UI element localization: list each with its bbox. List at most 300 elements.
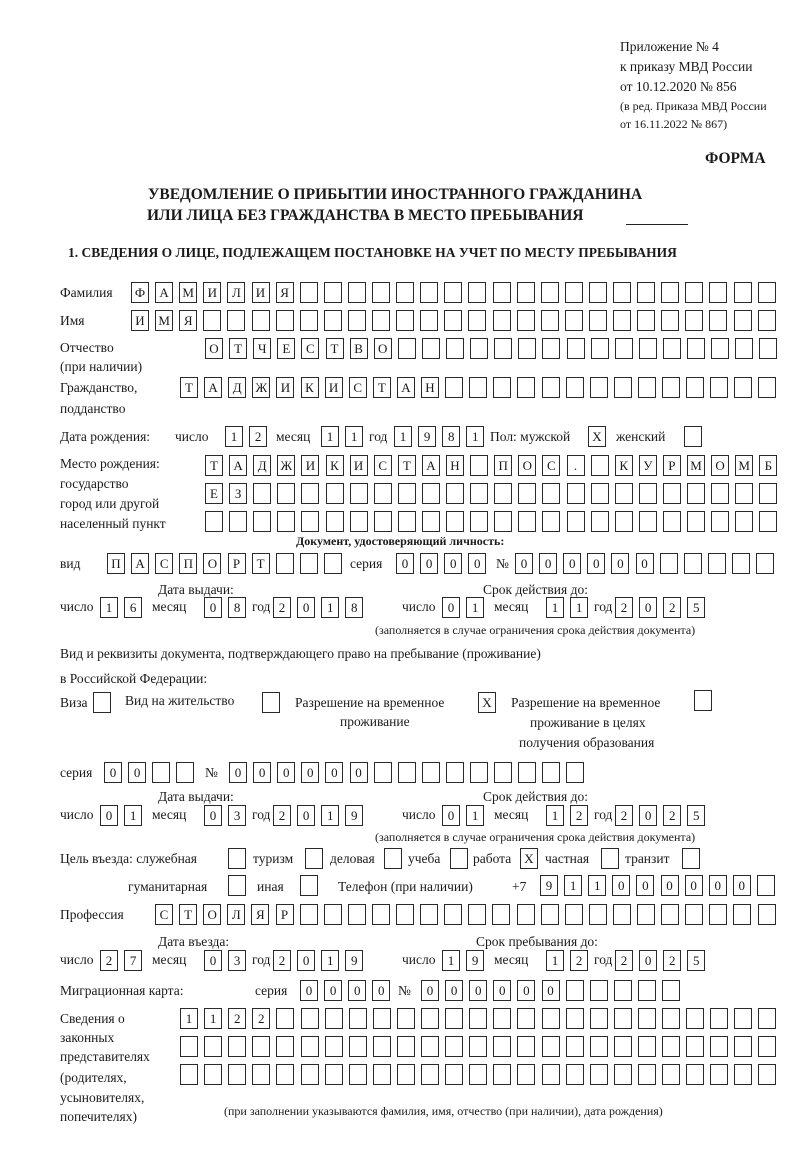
name-cell[interactable]: [420, 310, 438, 331]
issue-month-cell[interactable]: 8: [228, 597, 246, 618]
name-cell[interactable]: [348, 310, 366, 331]
birthplace-row-cell[interactable]: [663, 483, 681, 504]
representatives-row-cell[interactable]: [445, 1036, 463, 1057]
issue-year-cell[interactable]: 2: [273, 597, 291, 618]
entry-year-cell[interactable]: 1: [321, 950, 339, 971]
birthplace-row-cell[interactable]: Б: [759, 455, 777, 476]
purpose-humanitarian-checkbox-cell[interactable]: [228, 875, 246, 896]
migration-number-cell[interactable]: [638, 980, 656, 1001]
patronymic-cell[interactable]: С: [301, 338, 319, 359]
patronymic-cell[interactable]: [615, 338, 633, 359]
representatives-row-cell[interactable]: [758, 1036, 776, 1057]
entry-day-cell[interactable]: 7: [124, 950, 142, 971]
representatives-row-cell[interactable]: 2: [252, 1008, 270, 1029]
profession-cell[interactable]: О: [203, 904, 221, 925]
profession-cell[interactable]: [324, 904, 342, 925]
citizenship-cell[interactable]: С: [349, 377, 367, 398]
residence-number-cell[interactable]: [374, 762, 392, 783]
citizenship-cell[interactable]: [590, 377, 608, 398]
citizenship-cell[interactable]: И: [325, 377, 343, 398]
temp-residence-checkbox-cell[interactable]: X: [478, 692, 496, 713]
representatives-row-cell[interactable]: [421, 1008, 439, 1029]
profession-cell[interactable]: [685, 904, 703, 925]
visa-checkbox-cell[interactable]: [93, 692, 111, 713]
representatives-row-cell[interactable]: [710, 1008, 728, 1029]
patronymic-cell[interactable]: [591, 338, 609, 359]
citizenship-cell[interactable]: [638, 377, 656, 398]
citizenship-cell[interactable]: [445, 377, 463, 398]
name-cell[interactable]: [444, 310, 462, 331]
citizenship-cell[interactable]: А: [204, 377, 222, 398]
citizenship-cell[interactable]: [734, 377, 752, 398]
valid-month-cell[interactable]: 2: [570, 805, 588, 826]
representatives-row-cell[interactable]: [349, 1064, 367, 1085]
representatives-row-cell[interactable]: [590, 1064, 608, 1085]
residence-number-cell[interactable]: 0: [253, 762, 271, 783]
representatives-row-cell[interactable]: [493, 1036, 511, 1057]
residence-permit-checkbox-cell[interactable]: [262, 692, 280, 713]
doc-number-cell[interactable]: [660, 553, 678, 574]
birthplace-row-cell[interactable]: [735, 483, 753, 504]
migration-number-cell[interactable]: 0: [469, 980, 487, 1001]
representatives-row-cell[interactable]: [662, 1064, 680, 1085]
valid-day-cell[interactable]: 1: [466, 597, 484, 618]
citizenship-cell[interactable]: [710, 377, 728, 398]
birthplace-row-cell[interactable]: [350, 511, 368, 532]
birthplace-row-cell[interactable]: Т: [398, 455, 416, 476]
valid-year-cell[interactable]: 5: [687, 597, 705, 618]
representatives-row-cell[interactable]: [542, 1064, 560, 1085]
citizenship-cell[interactable]: [614, 377, 632, 398]
patronymic-cell[interactable]: В: [350, 338, 368, 359]
representatives-row-cell[interactable]: [590, 1008, 608, 1029]
phone-cell[interactable]: 0: [636, 875, 654, 896]
surname-cell[interactable]: [541, 282, 559, 303]
representatives-row-cell[interactable]: [373, 1064, 391, 1085]
representatives-row-cell[interactable]: [710, 1064, 728, 1085]
citizenship-cell[interactable]: [542, 377, 560, 398]
birthplace-row-cell[interactable]: З: [229, 483, 247, 504]
profession-cell[interactable]: [709, 904, 727, 925]
birthplace-row-cell[interactable]: [711, 511, 729, 532]
representatives-row-cell[interactable]: [397, 1036, 415, 1057]
valid-month-cell[interactable]: 1: [546, 597, 564, 618]
residence-number-cell[interactable]: [566, 762, 584, 783]
migration-number-cell[interactable]: 0: [542, 980, 560, 1001]
doc-number-cell[interactable]: 0: [539, 553, 557, 574]
valid-day-cell[interactable]: 1: [466, 805, 484, 826]
stay-place-blank[interactable]: [626, 224, 688, 225]
surname-cell[interactable]: [565, 282, 583, 303]
representatives-row-cell[interactable]: [325, 1064, 343, 1085]
name-cell[interactable]: [227, 310, 245, 331]
birthplace-row-cell[interactable]: Н: [446, 455, 464, 476]
birthplace-row-cell[interactable]: [542, 511, 560, 532]
representatives-row-cell[interactable]: [542, 1036, 560, 1057]
profession-cell[interactable]: Т: [179, 904, 197, 925]
doc-number-cell[interactable]: [684, 553, 702, 574]
patronymic-cell[interactable]: [494, 338, 512, 359]
representatives-row-cell[interactable]: [469, 1036, 487, 1057]
representatives-row-cell[interactable]: [325, 1008, 343, 1029]
birthplace-row-cell[interactable]: [229, 511, 247, 532]
residence-number-cell[interactable]: 0: [325, 762, 343, 783]
birthplace-row-cell[interactable]: [374, 511, 392, 532]
birthplace-row-cell[interactable]: [350, 483, 368, 504]
birthplace-row-cell[interactable]: [301, 483, 319, 504]
profession-cell[interactable]: Р: [276, 904, 294, 925]
birth-month-cell[interactable]: 1: [321, 426, 339, 447]
representatives-row-cell[interactable]: [276, 1064, 294, 1085]
surname-cell[interactable]: Л: [227, 282, 245, 303]
name-cell[interactable]: [396, 310, 414, 331]
profession-cell[interactable]: [733, 904, 751, 925]
representatives-row-cell[interactable]: [662, 1036, 680, 1057]
until-month-cell[interactable]: 1: [546, 950, 564, 971]
profession-cell[interactable]: [517, 904, 535, 925]
patronymic-cell[interactable]: [446, 338, 464, 359]
representatives-row-cell[interactable]: [469, 1008, 487, 1029]
issue-year-cell[interactable]: 8: [345, 597, 363, 618]
doc-number-cell[interactable]: 0: [515, 553, 533, 574]
profession-cell[interactable]: [637, 904, 655, 925]
profession-cell[interactable]: [541, 904, 559, 925]
birth-year-cell[interactable]: 8: [442, 426, 460, 447]
representatives-row-cell[interactable]: [276, 1008, 294, 1029]
name-cell[interactable]: [565, 310, 583, 331]
representatives-row-cell[interactable]: [614, 1064, 632, 1085]
name-cell[interactable]: [252, 310, 270, 331]
profession-cell[interactable]: [565, 904, 583, 925]
birth-day-cell[interactable]: 2: [249, 426, 267, 447]
name-cell[interactable]: И: [131, 310, 149, 331]
doc-number-cell[interactable]: [708, 553, 726, 574]
doc-type-cell[interactable]: С: [155, 553, 173, 574]
name-cell[interactable]: Я: [179, 310, 197, 331]
doc-series-cell[interactable]: 0: [396, 553, 414, 574]
birthplace-row-cell[interactable]: Д: [253, 455, 271, 476]
birthplace-row-cell[interactable]: [759, 511, 777, 532]
profession-cell[interactable]: Я: [251, 904, 269, 925]
doc-type-cell[interactable]: А: [131, 553, 149, 574]
representatives-row-cell[interactable]: [421, 1064, 439, 1085]
patronymic-cell[interactable]: [711, 338, 729, 359]
birthplace-row-cell[interactable]: [567, 483, 585, 504]
patronymic-cell[interactable]: [542, 338, 560, 359]
citizenship-cell[interactable]: [493, 377, 511, 398]
doc-type-cell[interactable]: Т: [252, 553, 270, 574]
citizenship-cell[interactable]: А: [397, 377, 415, 398]
surname-cell[interactable]: [734, 282, 752, 303]
representatives-row-cell[interactable]: [566, 1008, 584, 1029]
representatives-row-cell[interactable]: [493, 1064, 511, 1085]
birthplace-row-cell[interactable]: [591, 511, 609, 532]
migration-number-cell[interactable]: [566, 980, 584, 1001]
representatives-row-cell[interactable]: [638, 1064, 656, 1085]
doc-type-cell[interactable]: [276, 553, 294, 574]
patronymic-cell[interactable]: О: [205, 338, 223, 359]
valid-year-cell[interactable]: 0: [639, 597, 657, 618]
birthplace-row-cell[interactable]: М: [735, 455, 753, 476]
surname-cell[interactable]: [685, 282, 703, 303]
representatives-row-cell[interactable]: [566, 1064, 584, 1085]
representatives-row-cell[interactable]: [517, 1036, 535, 1057]
phone-cell[interactable]: 0: [685, 875, 703, 896]
representatives-row-cell[interactable]: [301, 1064, 319, 1085]
patronymic-cell[interactable]: [759, 338, 777, 359]
purpose-tourism-checkbox-cell[interactable]: [305, 848, 323, 869]
surname-cell[interactable]: [613, 282, 631, 303]
doc-type-cell[interactable]: О: [203, 553, 221, 574]
until-year-cell[interactable]: 2: [663, 950, 681, 971]
phone-cell[interactable]: 1: [564, 875, 582, 896]
profession-cell[interactable]: [661, 904, 679, 925]
representatives-row-cell[interactable]: [517, 1008, 535, 1029]
representatives-row-cell[interactable]: [758, 1064, 776, 1085]
birthplace-row-cell[interactable]: [711, 483, 729, 504]
valid-year-cell[interactable]: 2: [615, 597, 633, 618]
residence-number-cell[interactable]: [470, 762, 488, 783]
birthplace-row-cell[interactable]: Т: [205, 455, 223, 476]
representatives-row-cell[interactable]: [758, 1008, 776, 1029]
representatives-row-cell[interactable]: [686, 1064, 704, 1085]
birthplace-row-cell[interactable]: [301, 511, 319, 532]
representatives-row-cell[interactable]: [180, 1064, 198, 1085]
until-month-cell[interactable]: 2: [570, 950, 588, 971]
surname-cell[interactable]: И: [203, 282, 221, 303]
surname-cell[interactable]: М: [179, 282, 197, 303]
valid-year-cell[interactable]: 2: [663, 597, 681, 618]
surname-cell[interactable]: Ф: [131, 282, 149, 303]
surname-cell[interactable]: [444, 282, 462, 303]
phone-cell[interactable]: 0: [709, 875, 727, 896]
representatives-row-cell[interactable]: [638, 1008, 656, 1029]
name-cell[interactable]: [541, 310, 559, 331]
birthplace-row-cell[interactable]: [446, 511, 464, 532]
representatives-row-cell[interactable]: 1: [180, 1008, 198, 1029]
patronymic-cell[interactable]: [735, 338, 753, 359]
issue-day-cell[interactable]: 1: [124, 805, 142, 826]
name-cell[interactable]: [300, 310, 318, 331]
birthplace-row-cell[interactable]: [615, 483, 633, 504]
valid-day-cell[interactable]: 0: [442, 805, 460, 826]
residence-number-cell[interactable]: [542, 762, 560, 783]
residence-number-cell[interactable]: [446, 762, 464, 783]
issue-day-cell[interactable]: 1: [100, 597, 118, 618]
birthplace-row-cell[interactable]: [205, 511, 223, 532]
birthplace-row-cell[interactable]: [591, 455, 609, 476]
representatives-row-cell[interactable]: [301, 1036, 319, 1057]
issue-year-cell[interactable]: 0: [297, 805, 315, 826]
citizenship-cell[interactable]: Ж: [252, 377, 270, 398]
profession-cell[interactable]: [613, 904, 631, 925]
citizenship-cell[interactable]: [469, 377, 487, 398]
surname-cell[interactable]: [709, 282, 727, 303]
doc-number-cell[interactable]: [756, 553, 774, 574]
purpose-business-checkbox-cell[interactable]: [384, 848, 402, 869]
citizenship-cell[interactable]: Д: [228, 377, 246, 398]
name-cell[interactable]: [276, 310, 294, 331]
representatives-row-cell[interactable]: [734, 1064, 752, 1085]
entry-year-cell[interactable]: 0: [297, 950, 315, 971]
representatives-row-cell[interactable]: [301, 1008, 319, 1029]
birthplace-row-cell[interactable]: О: [711, 455, 729, 476]
purpose-private-checkbox-cell[interactable]: [601, 848, 619, 869]
citizenship-cell[interactable]: И: [276, 377, 294, 398]
residence-series-cell[interactable]: 0: [128, 762, 146, 783]
birth-month-cell[interactable]: 1: [345, 426, 363, 447]
birthplace-row-cell[interactable]: .: [567, 455, 585, 476]
representatives-row-cell[interactable]: 1: [204, 1008, 222, 1029]
name-cell[interactable]: [637, 310, 655, 331]
birthplace-row-cell[interactable]: [687, 511, 705, 532]
temp-residence-edu-checkbox-cell[interactable]: [694, 690, 712, 711]
representatives-row-cell[interactable]: [493, 1008, 511, 1029]
name-cell[interactable]: [468, 310, 486, 331]
patronymic-cell[interactable]: [663, 338, 681, 359]
representatives-row-cell[interactable]: [710, 1036, 728, 1057]
representatives-row-cell[interactable]: [397, 1064, 415, 1085]
surname-cell[interactable]: Я: [276, 282, 294, 303]
representatives-row-cell[interactable]: [686, 1008, 704, 1029]
doc-type-cell[interactable]: Р: [228, 553, 246, 574]
name-cell[interactable]: М: [155, 310, 173, 331]
residence-number-cell[interactable]: 0: [277, 762, 295, 783]
phone-cell[interactable]: 0: [612, 875, 630, 896]
representatives-row-cell[interactable]: [180, 1036, 198, 1057]
patronymic-cell[interactable]: [398, 338, 416, 359]
until-year-cell[interactable]: 0: [639, 950, 657, 971]
birthplace-row-cell[interactable]: [518, 483, 536, 504]
representatives-row-cell[interactable]: [349, 1008, 367, 1029]
migration-series-cell[interactable]: 0: [372, 980, 390, 1001]
valid-year-cell[interactable]: 5: [687, 805, 705, 826]
name-cell[interactable]: [613, 310, 631, 331]
birthplace-row-cell[interactable]: У: [639, 455, 657, 476]
representatives-row-cell[interactable]: 2: [228, 1008, 246, 1029]
birthplace-row-cell[interactable]: [663, 511, 681, 532]
birthplace-row-cell[interactable]: А: [422, 455, 440, 476]
doc-number-cell[interactable]: 0: [587, 553, 605, 574]
issue-month-cell[interactable]: 3: [228, 805, 246, 826]
residence-series-cell[interactable]: [152, 762, 170, 783]
birthplace-row-cell[interactable]: [518, 511, 536, 532]
name-cell[interactable]: [709, 310, 727, 331]
birthplace-row-cell[interactable]: [567, 511, 585, 532]
doc-number-cell[interactable]: 0: [563, 553, 581, 574]
birthplace-row-cell[interactable]: [374, 483, 392, 504]
profession-cell[interactable]: [589, 904, 607, 925]
citizenship-cell[interactable]: [686, 377, 704, 398]
patronymic-cell[interactable]: Е: [277, 338, 295, 359]
issue-year-cell[interactable]: 2: [273, 805, 291, 826]
birthplace-row-cell[interactable]: [253, 511, 271, 532]
patronymic-cell[interactable]: [422, 338, 440, 359]
issue-month-cell[interactable]: 0: [204, 597, 222, 618]
sex-male-cell[interactable]: X: [588, 426, 606, 447]
birthplace-row-cell[interactable]: А: [229, 455, 247, 476]
birthplace-row-cell[interactable]: [446, 483, 464, 504]
patronymic-cell[interactable]: Т: [326, 338, 344, 359]
phone-cell[interactable]: 1: [588, 875, 606, 896]
representatives-row-cell[interactable]: [373, 1036, 391, 1057]
purpose-study-checkbox-cell[interactable]: [450, 848, 468, 869]
profession-cell[interactable]: Л: [227, 904, 245, 925]
representatives-row-cell[interactable]: [373, 1008, 391, 1029]
valid-year-cell[interactable]: 2: [615, 805, 633, 826]
birthplace-row-cell[interactable]: Р: [663, 455, 681, 476]
name-cell[interactable]: [758, 310, 776, 331]
surname-cell[interactable]: И: [252, 282, 270, 303]
birthplace-row-cell[interactable]: [639, 511, 657, 532]
birthplace-row-cell[interactable]: М: [687, 455, 705, 476]
name-cell[interactable]: [661, 310, 679, 331]
profession-cell[interactable]: С: [155, 904, 173, 925]
representatives-row-cell[interactable]: [734, 1008, 752, 1029]
residence-number-cell[interactable]: [398, 762, 416, 783]
representatives-row-cell[interactable]: [445, 1008, 463, 1029]
patronymic-cell[interactable]: [567, 338, 585, 359]
migration-number-cell[interactable]: 0: [445, 980, 463, 1001]
doc-type-cell[interactable]: П: [179, 553, 197, 574]
representatives-row-cell[interactable]: [445, 1064, 463, 1085]
doc-series-cell[interactable]: 0: [444, 553, 462, 574]
entry-month-cell[interactable]: 0: [204, 950, 222, 971]
representatives-row-cell[interactable]: [517, 1064, 535, 1085]
birthplace-row-cell[interactable]: О: [518, 455, 536, 476]
representatives-row-cell[interactable]: [542, 1008, 560, 1029]
residence-number-cell[interactable]: 0: [229, 762, 247, 783]
birthplace-row-cell[interactable]: [470, 483, 488, 504]
surname-cell[interactable]: [589, 282, 607, 303]
surname-cell[interactable]: [396, 282, 414, 303]
birthplace-row-cell[interactable]: И: [301, 455, 319, 476]
representatives-row-cell[interactable]: [566, 1036, 584, 1057]
residence-series-cell[interactable]: 0: [104, 762, 122, 783]
valid-year-cell[interactable]: 2: [663, 805, 681, 826]
phone-cell[interactable]: 0: [733, 875, 751, 896]
birthplace-row-cell[interactable]: К: [326, 455, 344, 476]
birthplace-row-cell[interactable]: [735, 511, 753, 532]
purpose-service-checkbox-cell[interactable]: [228, 848, 246, 869]
surname-cell[interactable]: [348, 282, 366, 303]
representatives-row-cell[interactable]: [228, 1064, 246, 1085]
surname-cell[interactable]: [661, 282, 679, 303]
patronymic-cell[interactable]: [518, 338, 536, 359]
residence-series-cell[interactable]: [176, 762, 194, 783]
phone-cell[interactable]: 0: [661, 875, 679, 896]
valid-day-cell[interactable]: 0: [442, 597, 460, 618]
patronymic-cell[interactable]: Т: [229, 338, 247, 359]
birthplace-row-cell[interactable]: К: [615, 455, 633, 476]
migration-series-cell[interactable]: 0: [300, 980, 318, 1001]
birthplace-row-cell[interactable]: [470, 511, 488, 532]
valid-month-cell[interactable]: 1: [570, 597, 588, 618]
until-year-cell[interactable]: 5: [687, 950, 705, 971]
citizenship-cell[interactable]: Т: [373, 377, 391, 398]
migration-number-cell[interactable]: 0: [517, 980, 535, 1001]
profession-cell[interactable]: [492, 904, 510, 925]
doc-type-cell[interactable]: [300, 553, 318, 574]
issue-day-cell[interactable]: 6: [124, 597, 142, 618]
name-cell[interactable]: [493, 310, 511, 331]
birthplace-row-cell[interactable]: [422, 511, 440, 532]
surname-cell[interactable]: [372, 282, 390, 303]
name-cell[interactable]: [734, 310, 752, 331]
residence-number-cell[interactable]: [422, 762, 440, 783]
profession-cell[interactable]: [420, 904, 438, 925]
representatives-row-cell[interactable]: [469, 1064, 487, 1085]
